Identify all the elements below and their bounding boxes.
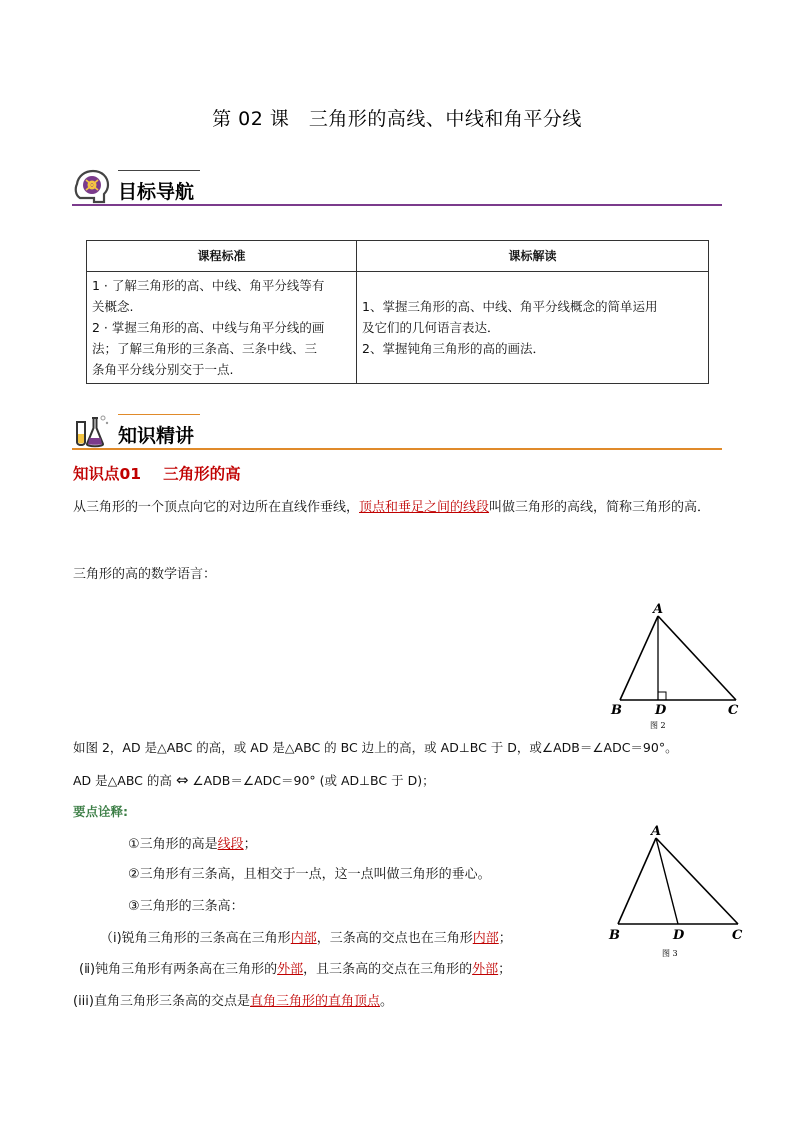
point-text: 。	[380, 994, 394, 1009]
table-header-interpretation: 课标解读	[357, 241, 709, 272]
knowledge-point-title	[73, 462, 241, 484]
side-ab	[620, 616, 658, 700]
point-text: ①三角形的高是	[128, 837, 218, 852]
section-title-goals: 目标导航	[118, 181, 195, 203]
cell-line: 关概念.	[92, 299, 134, 314]
point-highlight: 直角三角形的直角顶点	[249, 994, 380, 1009]
section-title-knowledge: 知识精讲	[118, 425, 195, 447]
cell-line: 2、掌握钝角三角形的高的画法．	[362, 341, 545, 356]
cell-line: 1 · 了解三角形的高、中线、角平分线等有	[92, 278, 325, 293]
table-cell-standard	[87, 272, 357, 384]
cell-line: 及它们的几何语言表达．	[362, 320, 500, 335]
figure-caption: 图 2	[650, 721, 666, 730]
vertex-label-a: A	[651, 824, 662, 839]
figure-caption: 图 3	[662, 949, 678, 958]
point-text: （ⅰ)锐角三角形的三条高在三角形	[100, 931, 291, 946]
vertex-label-a: A	[653, 602, 664, 617]
knowledge-point-number: 知识点01	[73, 465, 142, 483]
header-top-rule	[118, 414, 200, 415]
side-ab	[618, 838, 656, 924]
point-highlight: 内部	[472, 931, 499, 946]
page-title: 第 02 课 三角形的高线、中线和角平分线	[212, 108, 582, 130]
table-header-row	[87, 241, 709, 272]
math-language-label: 三角形的高的数学语言：	[73, 567, 217, 582]
knowledge-point-name: 三角形的高	[163, 465, 241, 483]
point-highlight: 线段	[217, 837, 244, 852]
side-ac	[658, 616, 736, 700]
key-point-2: ②三角形有三条高，且相交于一点，这一点叫做三角形的垂心。	[128, 867, 491, 882]
point-text: (ⅱ)钝角三角形有两条高在三角形的	[79, 962, 278, 977]
figure-2	[606, 600, 754, 732]
point-highlight: 外部	[277, 962, 304, 977]
brain-gears-icon	[72, 168, 112, 208]
definition-paragraph	[73, 492, 723, 524]
definition-text: 叫做三角形的高线，简称三角形的高．	[489, 500, 711, 515]
altitude-statement: 如图 2，AD 是△ABC 的高，或 AD 是△ABC 的 BC 边上的高，或 AD⊥BC 于 D，或∠ADB＝∠ADC＝90°。	[73, 740, 678, 755]
key-point-right	[73, 990, 393, 1009]
cell-line: 2 · 掌握三角形的高、中线与角平分线的画	[92, 320, 325, 335]
triangle-figure-2	[606, 600, 754, 732]
key-point-acute	[100, 927, 512, 946]
table-header-standard: 课程标准	[87, 241, 357, 272]
table-cell-interpretation	[357, 272, 709, 384]
point-text: ；	[498, 962, 512, 977]
point-highlight: 内部	[290, 931, 317, 946]
header-top-rule	[118, 170, 200, 171]
key-point-obtuse	[79, 958, 511, 977]
point-text: ；	[243, 837, 257, 852]
altitude-equivalence	[73, 771, 435, 789]
equivalence-arrow: ⇔	[175, 771, 189, 789]
cell-line: 1、掌握三角形的高、中线、角平分线概念的简单运用	[362, 299, 658, 314]
segment-ad	[656, 838, 678, 924]
point-text: ，三条高的交点也在三角形	[316, 931, 473, 946]
side-ac	[656, 838, 738, 924]
section-header-knowledge	[72, 412, 722, 458]
right-angle-mark	[658, 692, 666, 700]
key-point-3: ③三角形的三条高：	[128, 899, 244, 914]
header-divider	[72, 448, 722, 450]
point-text: ；	[498, 931, 512, 946]
vertex-label-d: D	[655, 703, 667, 718]
vertex-label-b: B	[609, 928, 620, 943]
standards-table	[86, 240, 709, 384]
key-points-label: 要点诠释:	[73, 804, 128, 819]
cell-line: 法；了解三角形的三条高、三条中线、三	[92, 341, 318, 356]
header-divider	[72, 204, 722, 206]
cell-line: 条角平分线分别交于一点.	[92, 362, 234, 377]
definition-text: 从三角形的一个顶点向它的对边所在直线作垂线，	[73, 500, 360, 515]
key-point-1	[128, 833, 257, 852]
point-highlight: 外部	[472, 962, 499, 977]
section-header-goals	[72, 168, 722, 214]
vertex-label-c: C	[728, 703, 739, 718]
table-row	[87, 272, 709, 384]
equivalence-right: ∠ADB＝∠ADC＝90° (或 AD⊥BC 于 D)；	[192, 773, 435, 788]
point-text: (iii)直角三角形三条高的交点是	[73, 994, 250, 1009]
point-text: ，且三条高的交点在三角形的	[303, 962, 473, 977]
flask-icon	[72, 412, 112, 452]
figure-3	[604, 820, 754, 962]
vertex-label-b: B	[611, 703, 622, 718]
equivalence-left: AD 是△ABC 的高	[73, 773, 172, 788]
vertex-label-d: D	[673, 928, 685, 943]
triangle-figure-3	[604, 820, 754, 962]
vertex-label-c: C	[732, 928, 743, 943]
definition-highlight: 顶点和垂足之间的线段	[359, 500, 490, 515]
